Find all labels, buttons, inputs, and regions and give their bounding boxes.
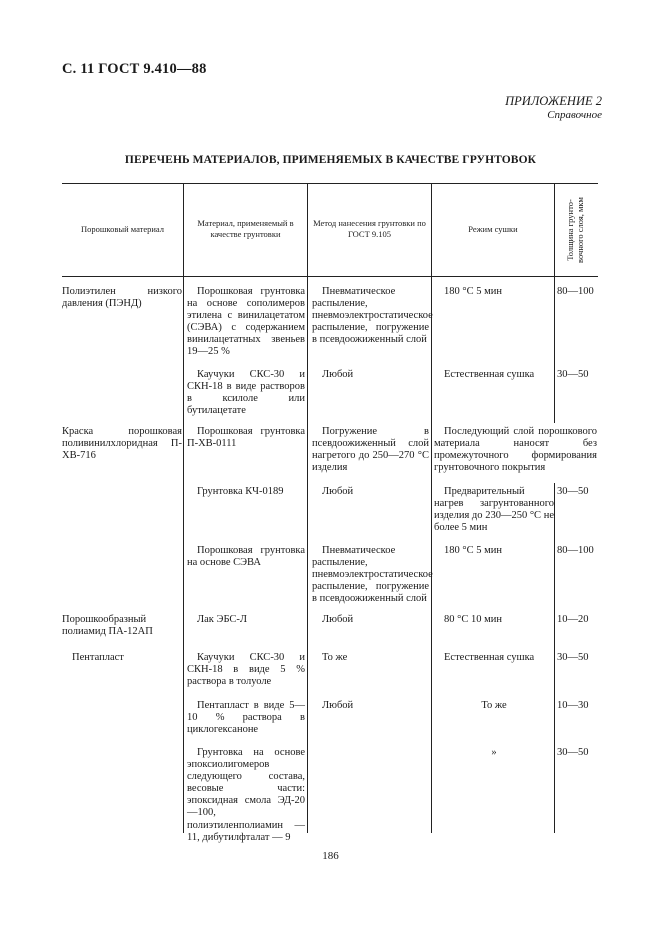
row-3-primer: Порошковая грунтовка П-ХВ-0111 <box>187 426 305 450</box>
row-1-method: Пневматическое распыление, пневмоэлектростатическое распыление, погружение в псевдоожиженный слой <box>312 286 433 346</box>
row-1-material: Полиэтилен низкого давления (ПЭНД) <box>62 286 182 310</box>
row-3-material: Краска порошковая поливинилхлоридная П-ХВ-716 <box>62 426 182 462</box>
column-header-material: Порошковый материал <box>80 224 165 234</box>
row-4-method: Любой <box>322 486 354 497</box>
row-5-method: Пневматическое распыление, пневмоэлектростатическое распыление, погружение в псевдоожиженный слой <box>312 545 433 605</box>
row-2-drying: Естественная сушка <box>444 369 535 380</box>
appendix-title: ПРИЛОЖЕНИЕ 2 <box>505 94 602 108</box>
row-4-primer: Грунтовка КЧ-0189 <box>197 486 284 497</box>
row-7-material: Пентапласт <box>72 652 124 663</box>
row-9-thickness: 30—50 <box>557 747 589 758</box>
row-3-method: Погружение в псевдоожиженный слой нагретого до 250—270 °С изделия <box>312 426 429 474</box>
appendix-subtitle: Справочное <box>547 109 602 121</box>
column-divider <box>431 183 432 833</box>
column-header-drying: Режим сушки <box>468 224 518 234</box>
table-top-rule <box>62 183 598 184</box>
page-header: С. 11 ГОСТ 9.410—88 <box>62 61 207 77</box>
row-8-method: Любой <box>322 700 354 711</box>
column-header-primer: Материал, применяемый в качестве грунтовки <box>197 218 294 239</box>
page-number: 186 <box>322 850 339 862</box>
appendix-label <box>505 94 602 122</box>
row-4-thickness: 30—50 <box>557 486 589 497</box>
row-2-method: Любой <box>322 369 354 380</box>
column-header-method: Метод нанесения грунтовки по ГОСТ 9.105 <box>313 218 426 239</box>
row-8-thickness: 10—30 <box>557 700 589 711</box>
column-divider <box>183 183 184 833</box>
row-5-drying: 180 °С 5 мин <box>444 545 502 556</box>
row-2-primer: Каучуки СКС-30 и СКН-18 в виде растворов в ксилоле или бутилацетате <box>187 369 305 417</box>
column-header-thickness: Толщина грунто- вочного слоя, мкм <box>565 197 585 263</box>
row-5-thickness: 80—100 <box>557 545 594 556</box>
row-2-thickness: 30—50 <box>557 369 589 380</box>
column-divider <box>554 183 555 423</box>
row-1-primer: Порошковая грунтовка на основе сополимеров этилена с винилацетатом (СЭВА) с содержанием винилацетатных звеньев 19—25 % <box>187 286 305 358</box>
row-7-primer: Каучуки СКС-30 и СКН-18 в виде 5 % раствора в толуоле <box>187 652 305 688</box>
row-6-thickness: 10—20 <box>557 614 589 625</box>
row-9-drying: » <box>491 747 497 758</box>
row-3-drying-note: Последующий слой порошкового материала наносят без промежуточного формирования грунтовочного покрытия <box>434 426 597 474</box>
row-6-material: Порошкообразный полиамид ПА-12АП <box>62 614 153 638</box>
row-4-drying: Предварительный нагрев загрунтованного изделия до 230—250 °С не более 5 мин <box>434 486 554 534</box>
row-6-method: Любой <box>322 614 354 625</box>
row-8-drying: То же <box>481 700 507 711</box>
row-7-thickness: 30—50 <box>557 652 589 663</box>
row-1-drying: 180 °С 5 мин <box>444 286 502 297</box>
column-divider <box>554 483 555 833</box>
row-8-primer: Пентапласт в виде 5—10 % раствора в циклогексаноне <box>187 700 305 736</box>
row-9-primer: Грунтовка на основе эпоксиолигомеров следующего состава, весовые части: эпоксидная смола ЭД-20—100, полиэтиленполиамин — 11, дибутилфталат — 9 <box>187 747 305 843</box>
table-title: ПЕРЕЧЕНЬ МАТЕРИАЛОВ, ПРИМЕНЯЕМЫХ В КАЧЕСТВЕ ГРУНТОВОК <box>124 154 537 166</box>
column-divider <box>307 183 308 833</box>
row-7-drying: Естественная сушка <box>444 652 535 663</box>
row-6-primer: Лак ЭБС-Л <box>197 614 248 625</box>
row-6-drying: 80 °С 10 мин <box>444 614 502 625</box>
row-5-primer: Порошковая грунтовка на основе СЭВА <box>187 545 305 569</box>
row-1-thickness: 80—100 <box>557 286 594 297</box>
table-header-rule <box>62 276 598 277</box>
row-7-method: То же <box>322 652 348 663</box>
